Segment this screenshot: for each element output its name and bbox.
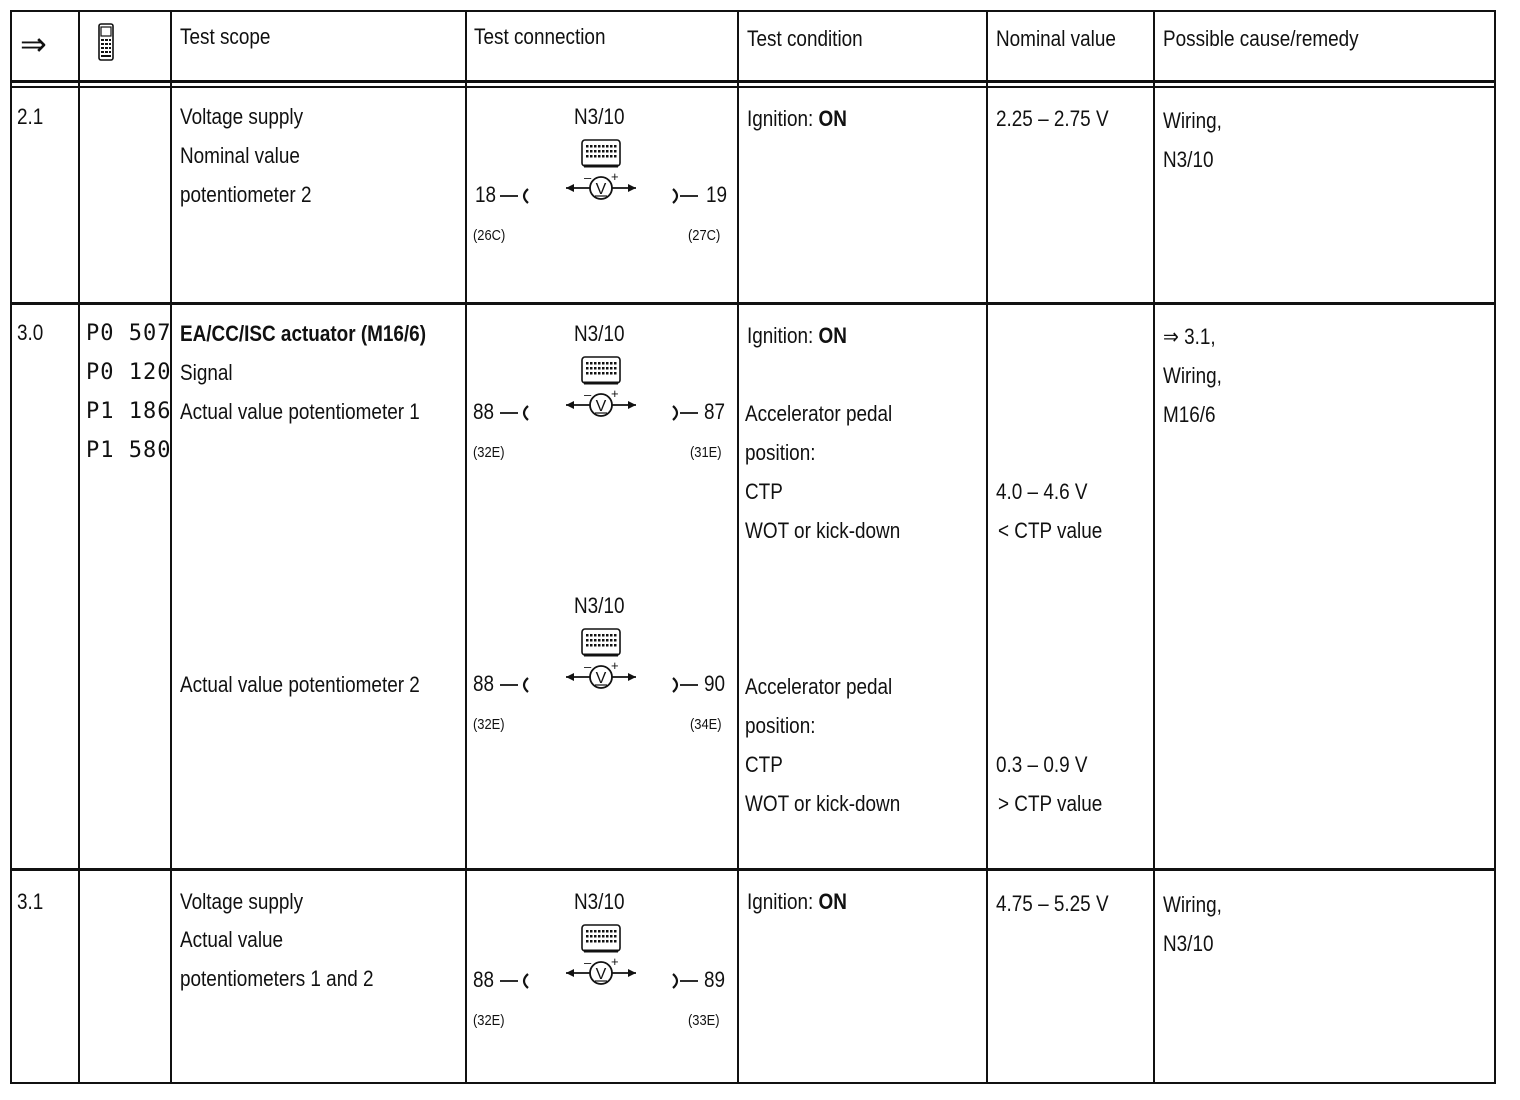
- module-label: N3/10: [574, 104, 625, 129]
- scope-line: Actual value potentiometer 2: [180, 672, 420, 697]
- pin-right: 87: [704, 399, 726, 424]
- test-connection-diagram: [468, 589, 736, 733]
- col-border-0: [10, 10, 12, 1084]
- socket-left: (26C): [473, 227, 506, 244]
- scope-line: Actual value: [180, 927, 284, 952]
- minus-sign: –: [584, 659, 592, 674]
- voltmeter-icon: [566, 954, 636, 984]
- col-border-2: [170, 10, 172, 1084]
- col-header-condition: Test condition: [747, 26, 863, 51]
- col-border-5: [986, 10, 988, 1084]
- right-probe-icon: [673, 406, 698, 420]
- voltmeter-label: V: [595, 966, 607, 983]
- pin-right: 90: [704, 671, 726, 696]
- pin-right: 19: [706, 182, 728, 207]
- pin-left: 88: [473, 967, 495, 992]
- col-border-4: [737, 10, 739, 1084]
- condition-line: position:: [745, 713, 816, 738]
- module-label: N3/10: [574, 889, 625, 914]
- condition-line: CTP: [745, 752, 783, 777]
- condition-line: position:: [745, 440, 816, 465]
- header-bottom-border-2: [10, 86, 1496, 88]
- test-connection-diagram: [468, 100, 736, 244]
- minus-sign: –: [584, 170, 592, 185]
- col-border-7: [1494, 10, 1496, 1084]
- voltmeter-label: V: [595, 670, 607, 687]
- col-header-scope: Test scope: [180, 24, 271, 49]
- socket-right: (31E): [690, 444, 722, 461]
- socket-right: (27C): [688, 227, 721, 244]
- voltmeter-label: V: [595, 398, 607, 415]
- condition-ignition: Ignition: ON: [747, 323, 847, 348]
- control-module-icon: [582, 925, 620, 951]
- nominal-value: < CTP value: [998, 518, 1103, 543]
- col-header-connection: Test connection: [474, 24, 606, 49]
- nominal-value: 4.75 – 5.25 V: [996, 891, 1109, 916]
- scope-line: Signal: [180, 360, 233, 385]
- pin-left: 88: [473, 671, 495, 696]
- table-top-border: [10, 10, 1496, 12]
- control-module-icon: [582, 357, 620, 383]
- module-label: N3/10: [574, 321, 625, 346]
- cause-line: Wiring,: [1163, 108, 1222, 133]
- step-number: 3.0: [17, 320, 44, 345]
- nominal-value: 2.25 – 2.75 V: [996, 106, 1109, 131]
- diagnostic-tester-icon: [96, 22, 116, 62]
- left-probe-icon: [500, 974, 528, 988]
- plus-sign: +: [611, 954, 619, 969]
- scope-line: Nominal value: [180, 143, 300, 168]
- condition-line: WOT or kick-down: [745, 518, 901, 543]
- step-number: 2.1: [17, 104, 44, 129]
- minus-sign: –: [584, 955, 592, 970]
- pin-left: 18: [475, 182, 497, 207]
- col-header-cause: Possible cause/remedy: [1163, 26, 1359, 51]
- cause-line: Wiring,: [1163, 892, 1222, 917]
- fault-code: P1 580: [86, 438, 172, 463]
- row-divider-3-0: [10, 868, 1496, 871]
- right-probe-icon: [673, 189, 698, 203]
- minus-sign: –: [584, 387, 592, 402]
- left-probe-icon: [500, 406, 528, 420]
- step-number: 3.1: [17, 889, 44, 914]
- fault-code: P1 186: [86, 399, 172, 424]
- scope-line: Actual value potentiometer 1: [180, 399, 420, 424]
- cause-line: N3/10: [1163, 931, 1214, 956]
- control-module-icon: [582, 629, 620, 655]
- scope-line: potentiometer 2: [180, 182, 312, 207]
- voltmeter-label: V: [595, 181, 607, 198]
- socket-right: (34E): [690, 716, 722, 733]
- nominal-value: 4.0 – 4.6 V: [996, 479, 1088, 504]
- right-probe-icon: [673, 974, 698, 988]
- pin-right: 89: [704, 967, 726, 992]
- condition-line: WOT or kick-down: [745, 791, 901, 816]
- table-bottom-border: [10, 1082, 1496, 1084]
- voltmeter-icon: [566, 386, 636, 416]
- arrow-icon: ⇒: [20, 26, 47, 62]
- socket-left: (32E): [473, 716, 505, 733]
- pin-left: 88: [473, 399, 495, 424]
- control-module-icon: [582, 140, 620, 166]
- plus-sign: +: [611, 169, 619, 184]
- cause-line: ⇒ 3.1,: [1163, 324, 1216, 349]
- col-header-nominal: Nominal value: [996, 26, 1116, 51]
- col-border-1: [78, 10, 80, 1084]
- left-probe-icon: [500, 678, 528, 692]
- test-connection-diagram: [468, 885, 736, 1029]
- plus-sign: +: [611, 386, 619, 401]
- voltmeter-icon: [566, 658, 636, 688]
- col-border-6: [1153, 10, 1155, 1084]
- nominal-value: 0.3 – 0.9 V: [996, 752, 1088, 777]
- condition-line: Accelerator pedal: [745, 401, 893, 426]
- fault-code: P0 120: [86, 360, 172, 385]
- plus-sign: +: [611, 658, 619, 673]
- condition-ignition: Ignition: ON: [747, 106, 847, 131]
- module-label: N3/10: [574, 593, 625, 618]
- fault-code: P0 507: [86, 321, 172, 346]
- header-bottom-border: [10, 80, 1496, 83]
- col-border-3: [465, 10, 467, 1084]
- scope-line: potentiometers 1 and 2: [180, 966, 374, 991]
- cause-line: M16/6: [1163, 402, 1216, 427]
- scope-title: EA/CC/ISC actuator (M16/6): [180, 321, 427, 346]
- left-probe-icon: [500, 189, 528, 203]
- scope-line: Voltage supply: [180, 889, 304, 914]
- nominal-value: > CTP value: [998, 791, 1103, 816]
- cause-line: Wiring,: [1163, 363, 1222, 388]
- scope-line: Voltage supply: [180, 104, 304, 129]
- right-probe-icon: [673, 678, 698, 692]
- socket-left: (32E): [473, 444, 505, 461]
- condition-ignition: Ignition: ON: [747, 889, 847, 914]
- cause-line: N3/10: [1163, 147, 1214, 172]
- condition-line: CTP: [745, 479, 783, 504]
- condition-line: Accelerator pedal: [745, 674, 893, 699]
- row-divider-2-1: [10, 302, 1496, 305]
- socket-right: (33E): [688, 1012, 720, 1029]
- test-connection-diagram: [468, 317, 736, 461]
- voltmeter-icon: [566, 169, 636, 199]
- socket-left: (32E): [473, 1012, 505, 1029]
